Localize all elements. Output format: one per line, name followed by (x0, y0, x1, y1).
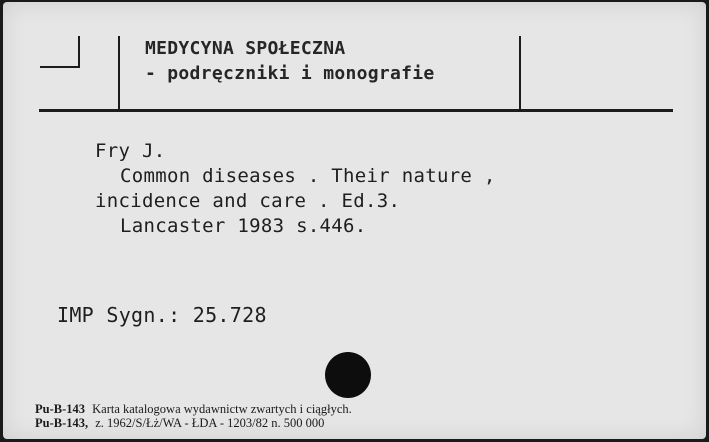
corner-mark-vertical (78, 36, 80, 68)
footer-text-1: Karta katalogowa wydawnictw zwartych i ciągłych. (92, 402, 352, 416)
subject-heading: MEDYCYNA SPOŁECZNA (145, 38, 346, 59)
left-column-rule (118, 36, 120, 109)
call-number: IMP Sygn.: 25.728 (57, 303, 267, 327)
footer-code-2: Pu-B-143, (35, 416, 89, 430)
footer-line-2 (35, 416, 324, 431)
title-line-1: Common diseases . Their nature , (120, 165, 496, 187)
footer-code-1: Pu-B-143 (35, 402, 85, 416)
author-name: Fry J. (95, 140, 166, 162)
publication-details: Lancaster 1983 s.446. (120, 215, 367, 237)
catalog-card (3, 2, 706, 439)
right-column-rule (519, 36, 521, 109)
corner-mark-horizontal (40, 66, 80, 68)
footer-text-2: z. 1962/S/Łż/WA - ŁDA - 1203/82 n. 500 000 (95, 416, 325, 430)
header-rule (39, 109, 673, 112)
subject-subheading: - podręczniki i monografie (145, 63, 435, 84)
title-line-2: incidence and care . Ed.3. (95, 190, 401, 212)
footer-line-1 (35, 402, 352, 417)
punch-hole (325, 352, 371, 398)
